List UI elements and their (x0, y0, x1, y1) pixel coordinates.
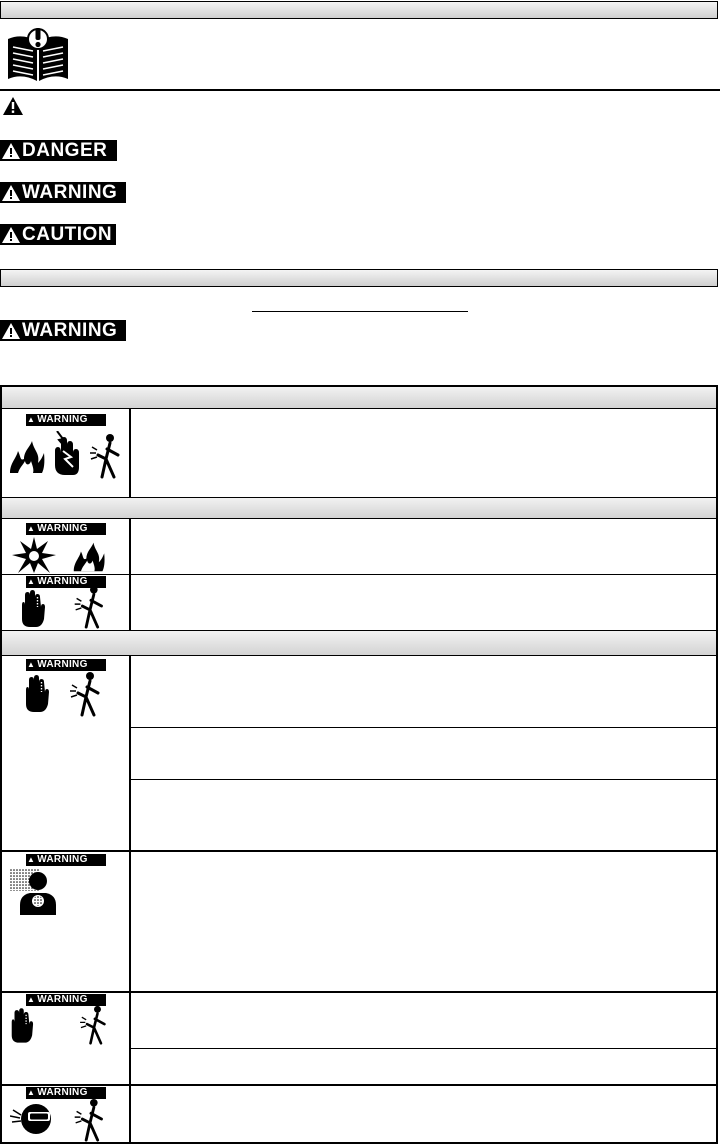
warning-badge: ▲ WARNING (26, 1087, 106, 1099)
table-section-header (2, 630, 716, 656)
alert-triangle-icon (2, 185, 20, 201)
alert-triangle-icon (2, 323, 20, 339)
respiratory-hazard-icon (10, 869, 62, 915)
hand-hazard-icon (8, 1007, 34, 1043)
caution-label (0, 224, 116, 245)
row-divider (131, 779, 716, 780)
read-manual-icon (4, 25, 72, 85)
alert-triangle-icon: ▲ (27, 524, 36, 533)
personal-injury-icon (72, 585, 108, 629)
alert-triangle-icon (2, 143, 20, 159)
warning-badge: ▲ WARNING (26, 994, 106, 1006)
alert-triangle-icon (2, 227, 20, 243)
section-header-bar-top (0, 1, 718, 19)
fire-icon (8, 437, 46, 475)
row-divider (2, 574, 716, 575)
hand-hazard-icon (18, 589, 46, 627)
warning-badge: ▲ WARNING (26, 854, 106, 866)
table-section-header (2, 387, 716, 409)
hand-hazard-icon (22, 673, 50, 713)
personal-injury-icon (72, 1098, 108, 1142)
underline-rule (252, 311, 468, 312)
alert-triangle-icon (2, 96, 24, 116)
alert-triangle-icon: ▲ (27, 415, 36, 424)
danger-label (0, 140, 117, 161)
alert-triangle-icon: ▲ (27, 660, 36, 669)
warning-label-main (0, 320, 126, 341)
row-divider (2, 1084, 716, 1086)
alert-triangle-icon: ▲ (27, 995, 36, 1004)
alert-triangle-icon: ▲ (27, 855, 36, 864)
danger-text: DANGER (22, 139, 108, 161)
table-section-header (2, 497, 716, 519)
warning-badge: ▲ WARNING (26, 523, 106, 535)
personal-injury-icon (68, 671, 104, 717)
row-divider (131, 1048, 716, 1049)
warning-badge: ▲ WARNING (26, 576, 106, 588)
eye-protection-icon (10, 1102, 54, 1136)
personal-injury-icon (88, 433, 124, 479)
column-divider (129, 409, 131, 497)
warning-badge: ▲ WARNING (26, 414, 106, 426)
hazard-table (0, 385, 718, 1144)
warning-label (0, 182, 126, 203)
electric-shock-icon (49, 431, 85, 477)
alert-triangle-icon: ▲ (27, 577, 36, 586)
header-rule (0, 89, 720, 91)
column-divider (129, 656, 131, 1144)
personal-injury-icon (78, 1005, 110, 1045)
row-divider (131, 727, 716, 728)
explosion-icon (12, 537, 56, 573)
warning-text: WARNING (22, 319, 118, 341)
warning-badge: ▲ WARNING (26, 659, 106, 671)
alert-triangle-icon: ▲ (27, 1088, 36, 1097)
row-divider (2, 991, 716, 993)
caution-text: CAUTION (22, 223, 113, 245)
row-divider (2, 850, 716, 852)
warning-text: WARNING (22, 181, 118, 203)
section-header-bar-safety (0, 269, 718, 287)
fire-icon (70, 539, 108, 573)
